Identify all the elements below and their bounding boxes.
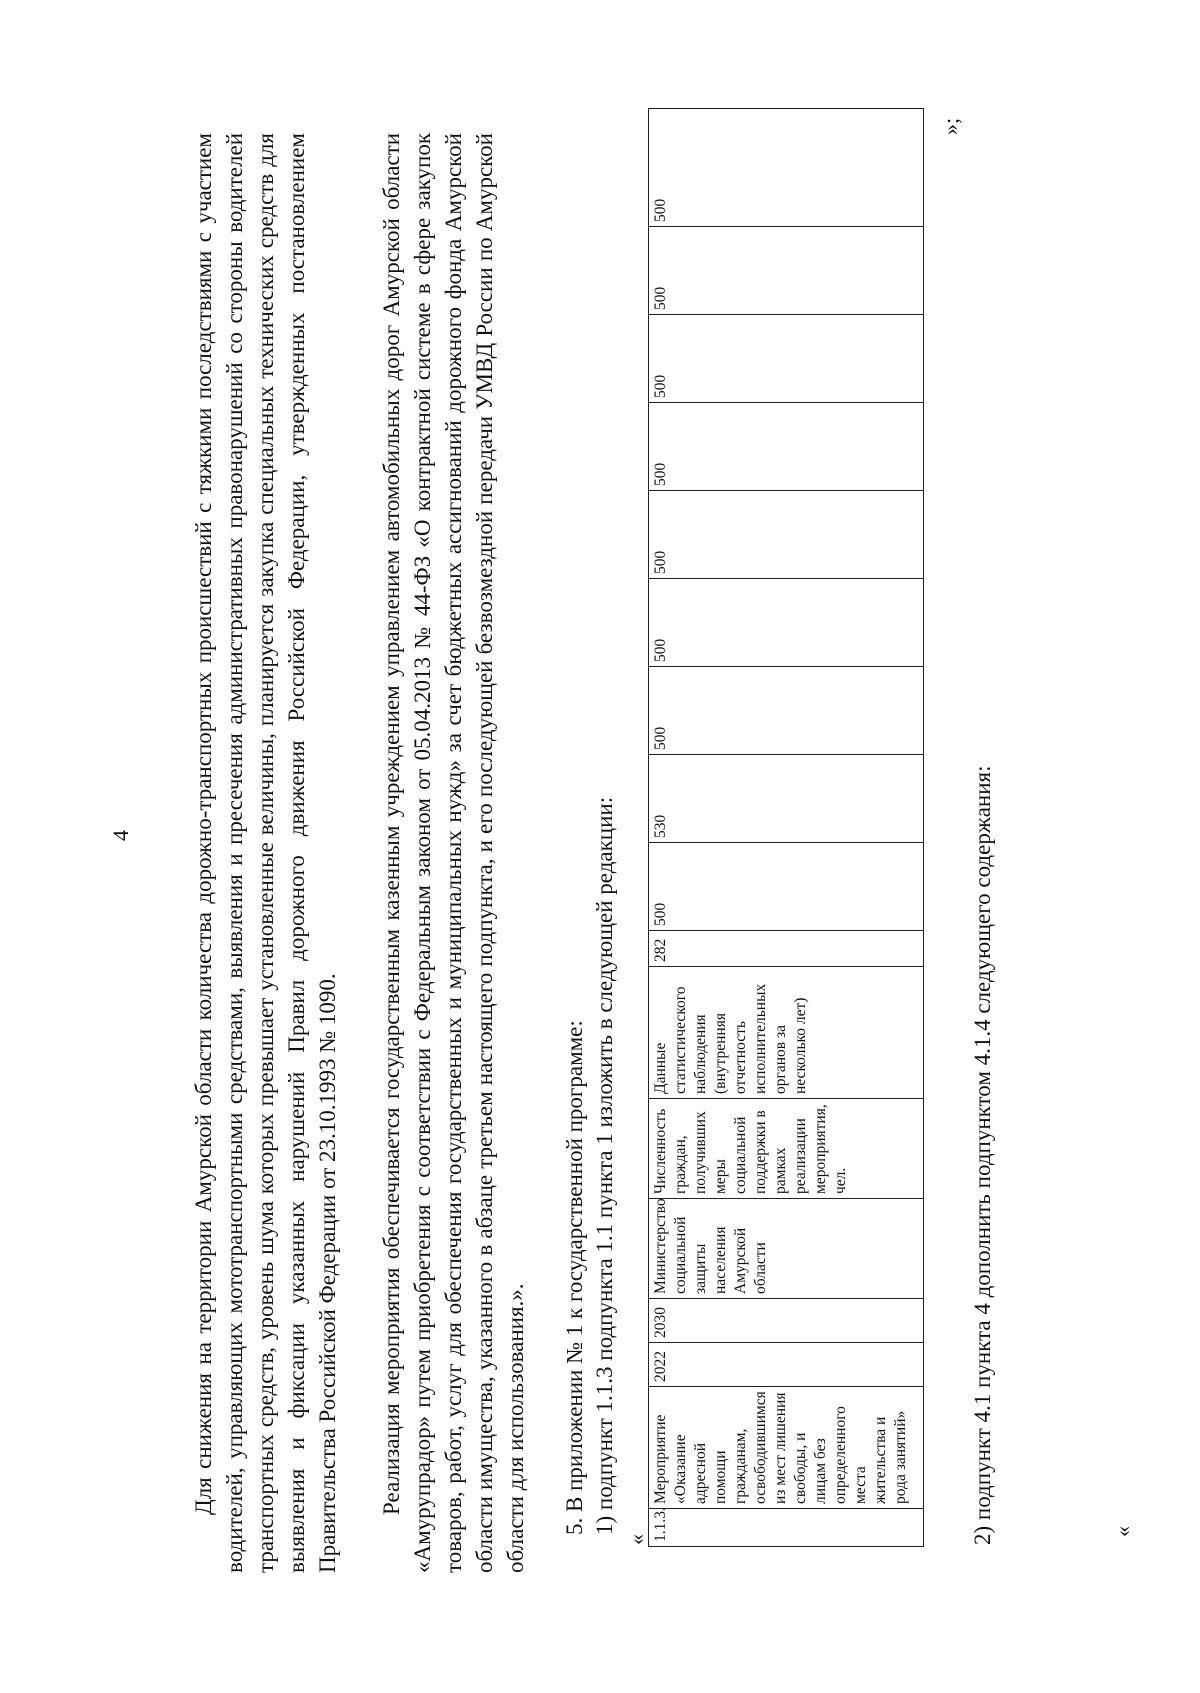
cell-value: 500	[649, 315, 924, 403]
cell-value: 500	[649, 843, 924, 931]
program-table	[648, 108, 924, 1547]
rotated-page	[108, 93, 1148, 1573]
cell-activity: Мероприятие «Оказание адресной помощи гражданам, освободившимся из мест лишения свободы, и лицам без определенного места жительства и рода занятий»	[649, 1387, 924, 1509]
cell-value: 500	[649, 667, 924, 755]
cell-value: 500	[649, 227, 924, 315]
cell-indicator: Численность граждан, получивших меры социальной поддержки в рамках реализации мероприятия, чел.	[649, 1099, 924, 1199]
cell-value: 500	[649, 403, 924, 491]
paragraph-1: Для снижения на территории Амурской области количества дорожно-транспортных происшествий с тяжкими последствиями с участием водителей, управляющих мототранспортными средствами, выявления и пресечения административных правонарушений со стороны водителей транспортных средств, уровень шума которых превышает установленные величины, планируется закупка специальных технических средств для выявления и фиксации указанных нарушений Правил дорожного движения Российской Федерации, утвержденных постановлением Правительства Российской Федерации от 23.10.1993 № 1090.	[191, 133, 340, 1573]
table-row	[649, 109, 924, 1547]
cell-value: 530	[649, 755, 924, 843]
quote-open: «	[624, 1534, 649, 1545]
quote-close: »;	[938, 117, 963, 135]
cell-source: Данные статистического наблюдения (внутренняя отчетность исполнительных органов за несколько лет)	[649, 967, 924, 1099]
cell-value: 500	[649, 491, 924, 579]
cell-value: 500	[649, 109, 924, 227]
cell-base-value: 282	[649, 931, 924, 967]
cell-year-start: 2022	[649, 1343, 924, 1387]
cell-executor: Министерство социальной защиты населения Амурской области	[649, 1199, 924, 1299]
cell-number: 1.1.3.	[649, 1509, 924, 1547]
cell-value: 500	[649, 579, 924, 667]
quote-open-2: «	[1110, 1526, 1135, 1537]
item-5-1: 1) подпункт 1.1.3 подпункта 1.1 пункта 1 изложить в следующей редакции:	[592, 796, 617, 1535]
item-5: 5. В приложении № 1 к государственной программе:	[562, 1020, 587, 1535]
paragraph-2: Реализация мероприятия обеспечивается государственным казенным учреждением управлением автомобильных дорог Амурской области «Амурупрадор» путем приобретения с соответствии с Федеральным законом от 05.04.2013 № 44-ФЗ «О контрактной системе в сфере закупок товаров, работ, услуг для обеспечения государственных и муниципальных нужд» за счет бюджетных ассигнований дорожного фонда Амурской области имущества, указанного в абзаце третьем настоящего подпункта, и его последующей безвозмездной передачи УМВД России по Амурской области для использования.».	[379, 133, 528, 1573]
cell-year-end: 2030	[649, 1299, 924, 1343]
page-number: 4	[108, 830, 133, 841]
item-5-2: 2) подпункт 4.1 пункта 4 дополнить подпунктом 4.1.4 следующего содержания:	[970, 765, 995, 1545]
